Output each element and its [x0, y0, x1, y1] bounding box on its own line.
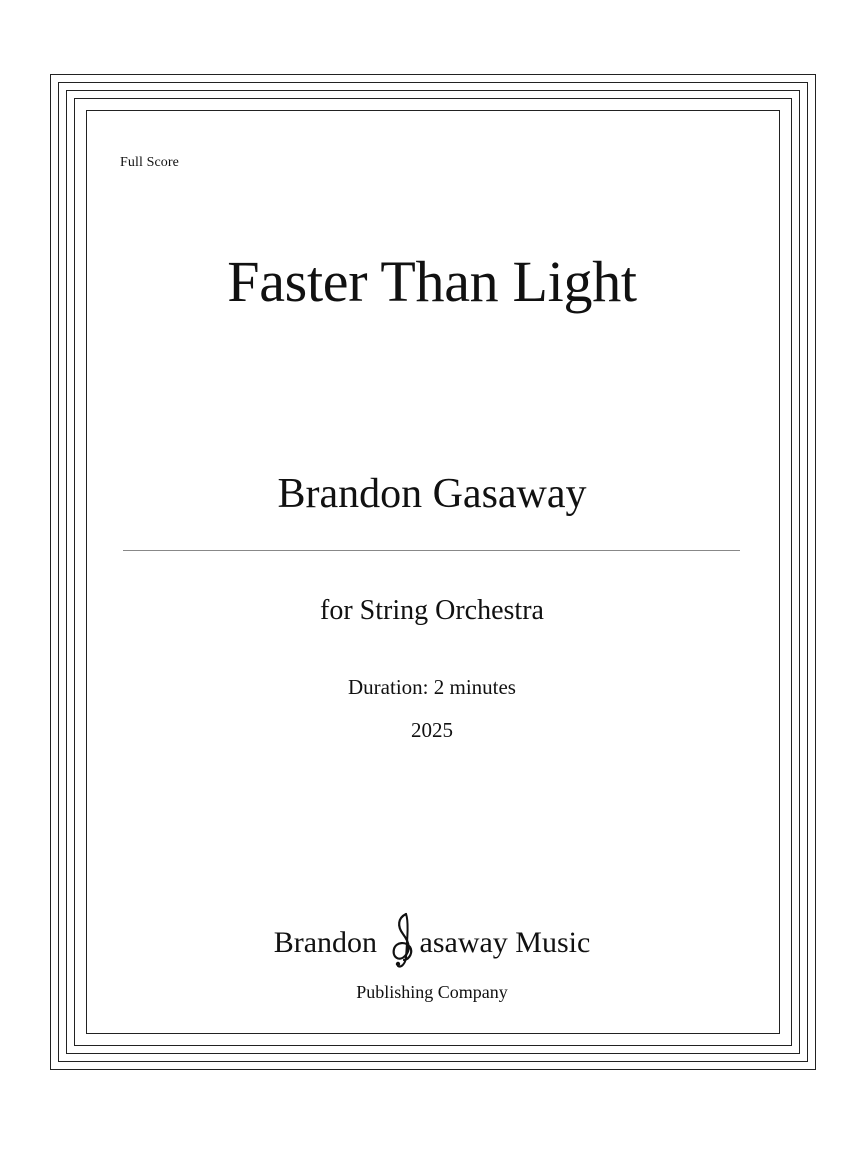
- publisher-name-rest: asaway Music: [419, 926, 591, 959]
- publisher-subtitle: Publishing Company: [356, 982, 508, 1002]
- publisher-logo: [0, 920, 864, 964]
- divider: [123, 550, 740, 551]
- page-title: Faster Than Light: [227, 249, 637, 314]
- composer-name: Brandon Gasaway: [277, 471, 587, 517]
- publisher-name-first: Brandon: [273, 926, 378, 959]
- score-type-label: Full Score: [120, 155, 179, 170]
- duration-text: Duration: 2 minutes: [348, 675, 516, 699]
- treble-clef-g-icon: [389, 920, 419, 962]
- instrumentation-text: for String Orchestra: [320, 595, 544, 626]
- year-text: 2025: [411, 718, 453, 742]
